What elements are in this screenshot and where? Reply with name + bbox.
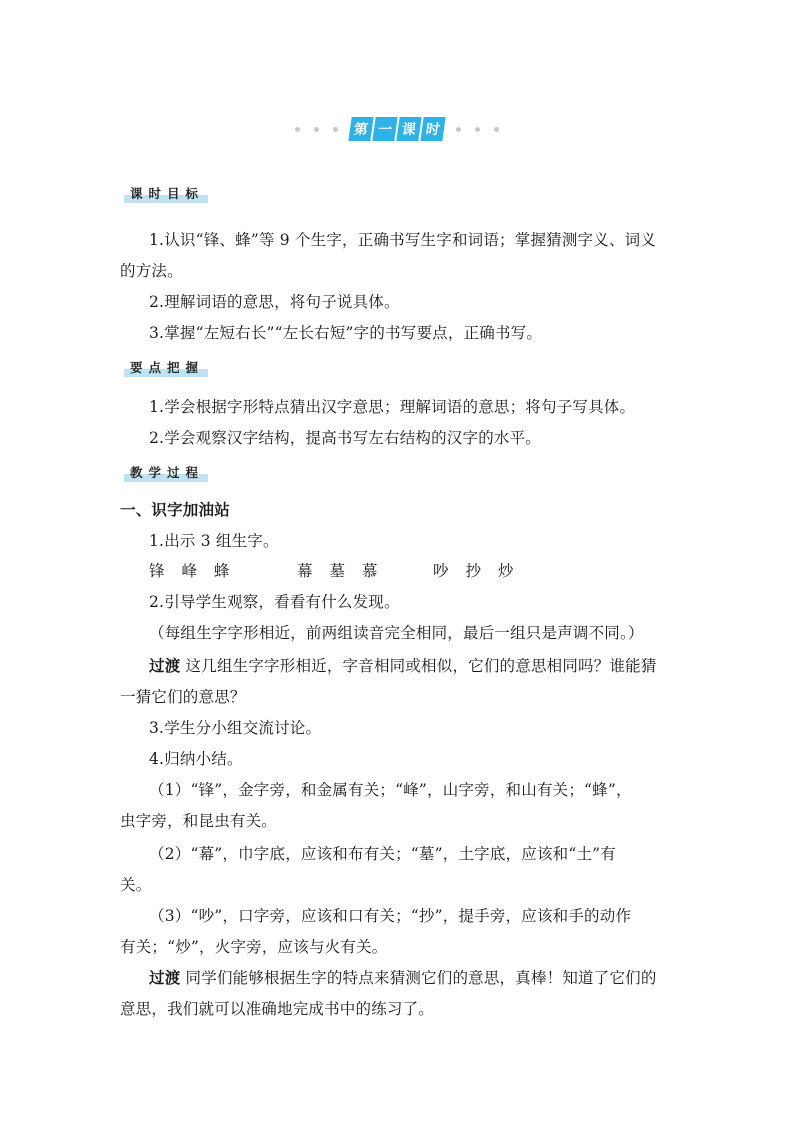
summary-1-cont: 虫字旁，和昆虫有关。 [120,812,278,830]
transition-label: 过渡 [149,968,181,987]
dot-decoration [295,127,300,132]
section-tag-key-points [120,356,204,378]
step-2-note: （每组生字字形相近，前两组读音完全相同，最后一组只是声调不同。） [149,624,644,642]
step-4: 4.归纳小结。 [149,750,243,768]
dot-decoration [475,127,480,132]
title-char: 第 [348,117,373,141]
objective-3: 3.掌握“左短右长”“左长右短”字的书写要点，正确书写。 [149,324,543,342]
title-char: 一 [372,117,397,141]
character: 慕 [361,562,378,580]
section-tag-label: 教学过程 [130,465,205,480]
objective-2: 2.理解词语的意思，将句子说具体。 [149,293,400,311]
character: 蜂 [213,562,230,580]
lesson-title [350,117,444,141]
character: 峰 [181,562,197,580]
dot-decoration [333,127,338,132]
left-dots [295,127,338,132]
summary-2-cont: 关。 [120,876,152,894]
summary-3: （3）“吵”，口字旁，应该和口有关；“抄”，提手旁，应该和手的动作 [149,907,632,925]
key-point-2: 2.学会观察汉字结构，提高书写左右结构的汉字的水平。 [149,429,541,447]
transition-1-cont: 一猜它们的意思？ [120,688,246,706]
transition-1 [149,654,657,676]
title-char: 课 [396,117,421,141]
section-tag-process [120,461,204,483]
transition-label: 过渡 [149,656,181,675]
step-2: 2.引导学生观察，看看有什么发现。 [149,593,400,611]
objective-1: 1.认识“锋、蜂”等 9 个生字，正确书写生字和词语；掌握猜测字义、词义 [149,231,657,249]
lesson-title-banner [0,116,794,142]
section-tag-objectives [120,182,204,204]
right-dots [456,127,499,132]
key-point-1: 1.学会根据字形特点猜出汉字意思；理解词语的意思；将句子写具体。 [149,398,636,416]
summary-3-cont: 有关；“炒”，火字旁，应该与火有关。 [120,938,388,956]
transition-text: 这几组生字字形相近，字音相同或相似，它们的意思相同吗？谁能猜 [185,657,657,675]
summary-1: （1）“锋”，金字旁，和金属有关；“峰”，山字旁，和山有关；“蜂”， [149,781,632,799]
character: 抄 [465,562,481,580]
character-group [433,559,513,581]
summary-2: （2）“幕”，巾字底，应该和布有关；“墓”，土字底，应该和“土”有 [149,845,617,863]
dot-decoration [456,127,461,132]
process-heading: 一、识字加油站 [120,500,230,519]
step-1: 1.出示 3 组生字。 [149,532,279,550]
objective-1-cont: 的方法。 [120,262,183,280]
character: 墓 [329,562,345,580]
section-tag-label: 课时目标 [130,186,205,201]
character: 幕 [297,562,313,580]
dot-decoration [314,127,319,132]
character: 锋 [149,562,165,580]
character-group [149,559,297,581]
transition-2 [149,966,657,988]
section-tag-label: 要点把握 [130,360,205,375]
transition-text: 同学们能够根据生字的特点来猜测它们的意思，真棒！知道了它们的 [185,969,657,987]
character: 炒 [497,562,514,580]
dot-decoration [494,127,499,132]
title-char: 时 [420,117,445,141]
character-groups [149,559,513,581]
step-3: 3.学生分小组交流讨论。 [149,719,322,737]
transition-2-cont: 意思，我们就可以准确地完成书中的练习了。 [120,1000,435,1018]
character-group [297,559,433,581]
character: 吵 [433,562,449,580]
